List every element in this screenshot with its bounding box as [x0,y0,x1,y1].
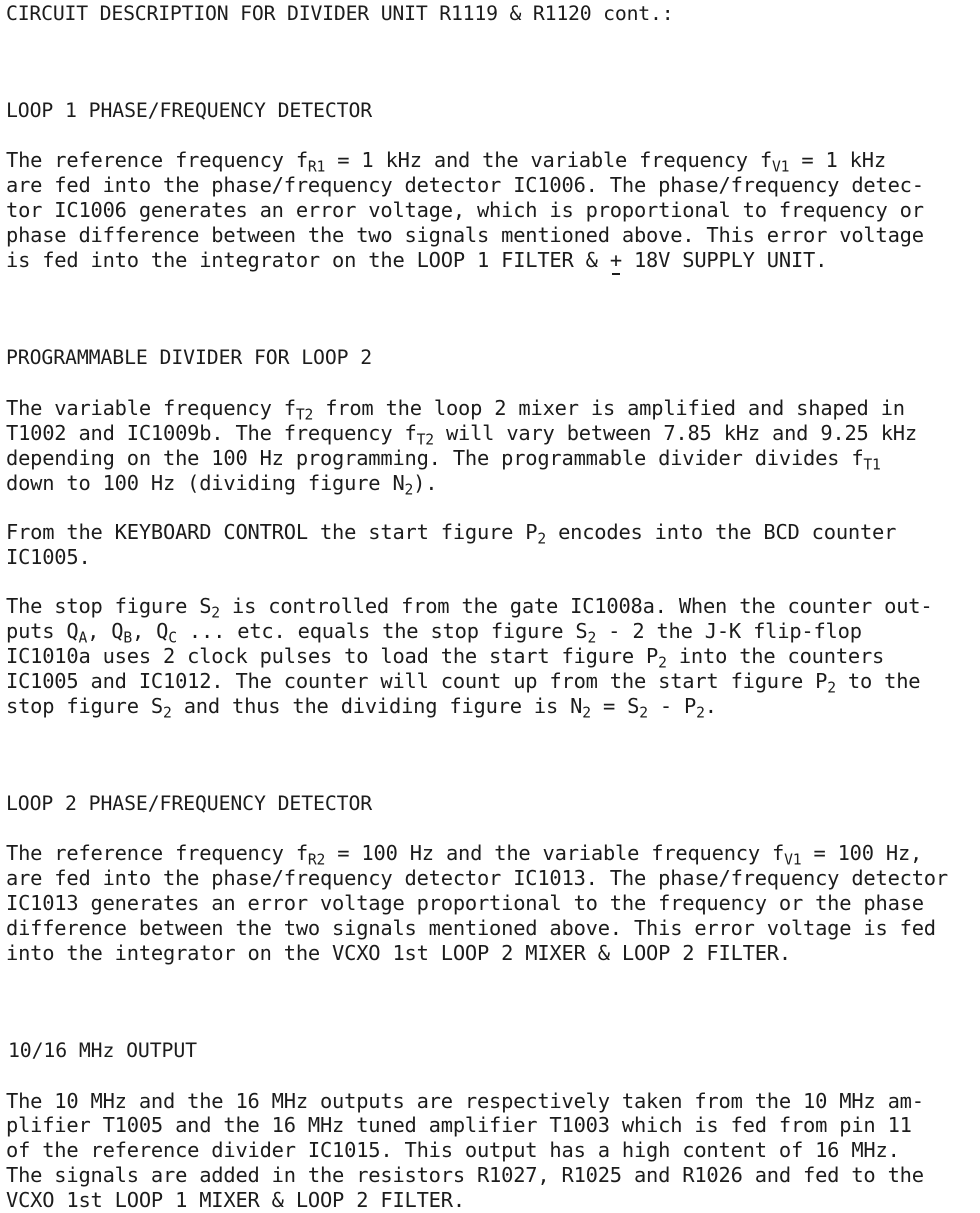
text-line: The reference frequency $f_{R1} = 1$ kHz and the variable frequency $f_{V1} = 1$ kHz [6,148,886,176]
text-line: T1002 and IC1009b. The frequency $f_{T2}$ will vary between 7.85 kHz and 9.25 kHz [6,421,917,449]
section-heading-programmable-divider: PROGRAMMABLE DIVIDER FOR LOOP 2 [6,346,373,369]
text-line: The stop figure $S_2$ is controlled from the gate IC1008a. When the counter out- [6,594,933,622]
text-line: into the integrator on the VCXO 1st LOOP 2 MIXER & LOOP 2 FILTER. [6,941,791,965]
section-heading-loop2-detector: LOOP 2 PHASE/FREQUENCY DETECTOR [6,792,373,815]
text-line: phase difference between the two signals mentioned above. This error voltage [6,223,924,247]
text-line: plifier T1005 and the 16 MHz tuned amplifier T1003 which is fed from pin 11 [6,1113,912,1137]
text-line: IC1013 generates an error voltage proportional to the frequency or the phase [6,891,924,915]
text-line: VCXO 1st LOOP 1 MIXER & LOOP 2 FILTER. [6,1188,465,1212]
text-line: The reference frequency $f_{R2} = 100$ Hz and the variable frequency $f_{V1} = 100$ Hz, [6,841,923,869]
text-line: is fed into the integrator on the LOOP 1 FILTER & + 18V SUPPLY UNIT. [6,248,828,272]
section-heading-mhz-output: 10/16 MHz OUTPUT [8,1039,197,1062]
text-line: IC1010a uses 2 clock pulses to load the start figure $P_2$ into the counters [6,644,885,672]
text-line: The signals are added in the resistors R1027, R1025 and R1026 and fed to the [6,1163,924,1187]
text-line: The 10 MHz and the 16 MHz outputs are respectively taken from the 10 MHz am- [6,1089,924,1113]
text-line: difference between the two signals mentioned above. This error voltage is fed [6,916,936,940]
plus-minus-symbol: + [609,248,622,272]
text-line: puts $Q_A$, $Q_B$, $Q_C$ ... etc. equals the stop figure $S_2 - 2$ the J-K flip-flop [6,619,862,647]
text-line: From the KEYBOARD CONTROL the start figure $P_2$ encodes into the BCD counter [6,520,897,548]
text-line: IC1005. [6,545,91,569]
section-heading-loop1-detector: LOOP 1 PHASE/FREQUENCY DETECTOR [6,99,373,122]
text-line: IC1005 and IC1012. The counter will count up from the start figure $P_2$ to the [6,669,921,697]
text-line: of the reference divider IC1015. This output has a high content of 16 MHz. [6,1138,900,1162]
text-line: are fed into the phase/frequency detector IC1013. The phase/frequency detector [6,866,948,890]
text-line: depending on the 100 Hz programming. The programmable divider divides $f_{T1}$ [6,446,881,474]
text-line: are fed into the phase/frequency detector IC1006. The phase/frequency detec- [6,173,924,197]
text-line: The variable frequency $f_{T2}$ from the loop 2 mixer is amplified and shaped in [6,396,905,424]
page-title: CIRCUIT DESCRIPTION FOR DIVIDER UNIT R1119 & R1120 cont.: [6,2,674,25]
text-line: stop figure $S_2$ and thus the dividing figure is $N_2 = S_2 - P_2$. [6,694,717,722]
text-line: down to 100 Hz (dividing figure $N_2$). [6,471,438,499]
text-line: tor IC1006 generates an error voltage, which is proportional to frequency or [6,198,924,222]
